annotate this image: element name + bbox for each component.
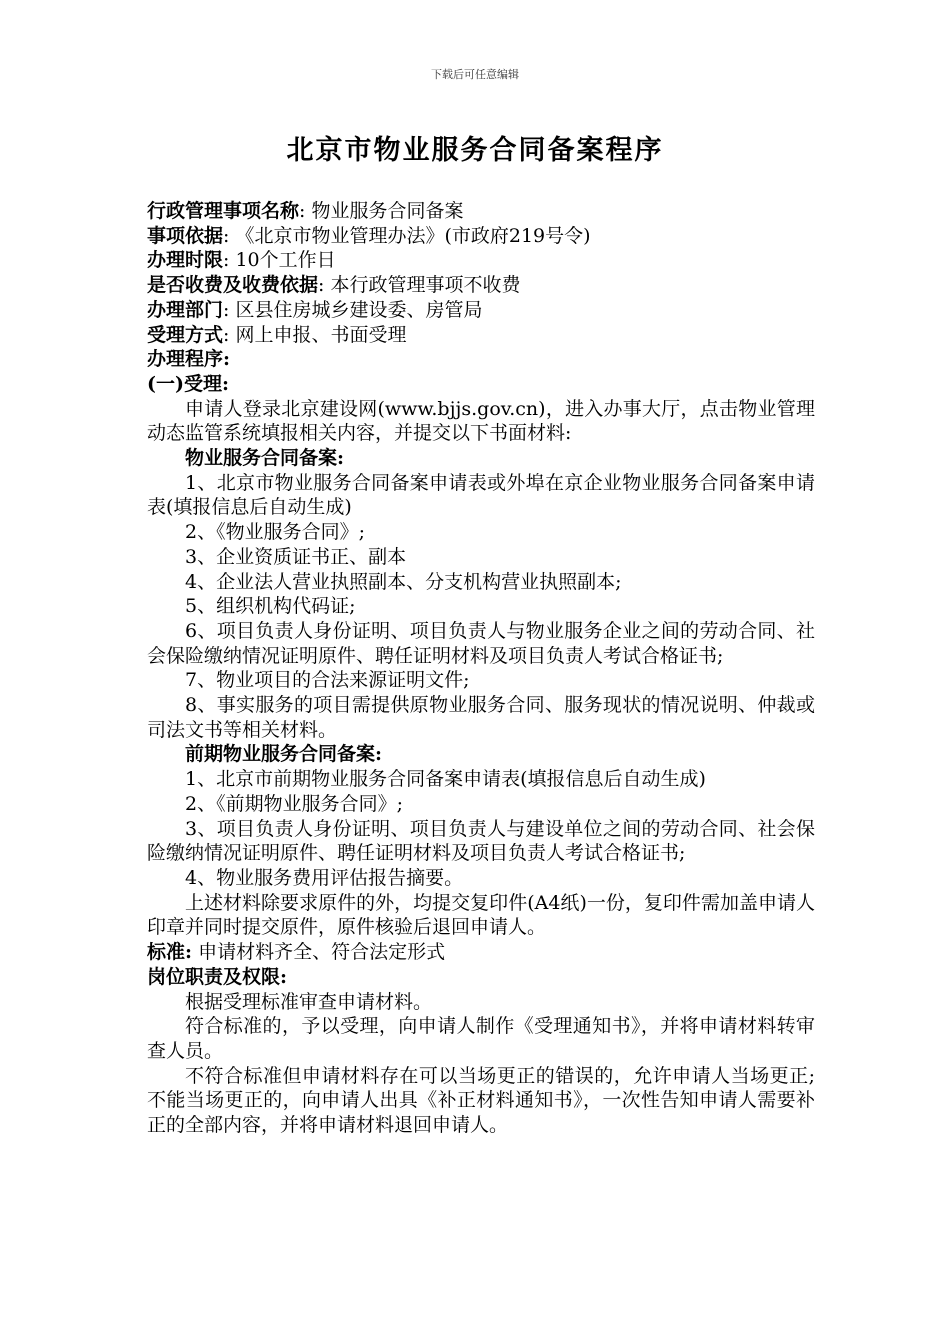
list-item: 3、企业资质证书正、副本: [185, 545, 407, 568]
list-item: 4、物业服务费用评估报告摘要。: [185, 866, 464, 889]
list-item: 2、《物业服务合同》;: [185, 521, 365, 544]
field-value: : 10个工作日: [223, 249, 336, 272]
field-basis: [147, 224, 815, 249]
step1-heading: (一)受理:: [147, 372, 229, 395]
list-item: 6、项目负责人身份证明、项目负责人与物业服务企业之间的劳动合同、社会保险缴纳情况证明原件、聘任证明材料及项目负责人考试合格证书;: [147, 619, 815, 667]
list-item: 1、北京市前期物业服务合同备案申请表(填报信息后自动生成): [185, 768, 706, 791]
field-fee: [147, 273, 815, 298]
field-method: [147, 323, 815, 348]
field-value: : 区县住房城乡建设委、房管局: [223, 298, 483, 321]
standard-line: [147, 940, 815, 965]
list-item: 1、北京市物业服务合同备案申请表或外埠在京企业物业服务合同备案申请表(填报信息后自动生成): [147, 471, 815, 519]
document-title: 北京市物业服务合同备案程序: [286, 135, 664, 166]
list-item: 7、物业项目的合法来源证明文件;: [185, 669, 470, 692]
field-label: 受理方式: [147, 323, 224, 346]
field-department: [147, 298, 815, 323]
step1-intro: 申请人登录北京建设网(www.bjjs.gov.cn)，进入办事大厅，点击物业管理动态监管系统填报相关内容，并提交以下书面材料:: [147, 397, 815, 445]
field-label: 办理时限: [147, 249, 224, 272]
list-item: 3、项目负责人身份证明、项目负责人与建设单位之间的劳动合同、社会保险缴纳情况证明原件、聘任证明材料及项目负责人考试合格证书;: [147, 817, 815, 865]
field-item-name: [147, 199, 815, 224]
field-label: 是否收费及收费依据: [147, 274, 319, 297]
field-value: : 本行政管理事项不收费: [318, 274, 521, 297]
field-value: : 《北京市物业管理办法》(市政府219号令): [223, 224, 591, 247]
field-procedure: 办理程序:: [147, 348, 231, 371]
duty-heading: 岗位职责及权限:: [147, 965, 288, 988]
duty-paragraph: 符合标准的，予以受理，向申请人制作《受理通知书》，并将申请材料转审查人员。: [147, 1015, 815, 1062]
document-body: [147, 199, 815, 1138]
field-value: : 网上申报、书面受理: [223, 323, 407, 346]
field-label: 办理部门: [147, 298, 224, 321]
list-item: 4、企业法人营业执照副本、分支机构营业执照副本;: [185, 570, 622, 593]
section-a-heading: 物业服务合同备案:: [185, 447, 345, 470]
list-item: 5、组织机构代码证;: [185, 595, 356, 618]
list-item: 8、事实服务的项目需提供原物业服务合同、服务现状的情况说明、仲裁或司法文书等相关材料。: [147, 694, 815, 741]
materials-note: 上述材料除要求原件的外，均提交复印件(A4纸)一份，复印件需加盖申请人印章并同时提交原件，原件核验后退回申请人。: [147, 891, 815, 939]
standard-value: 申请材料齐全、符合法定形式: [198, 941, 446, 964]
field-time-limit: [147, 248, 815, 273]
field-label: 行政管理事项名称: [147, 200, 300, 222]
standard-label: 标准:: [147, 941, 193, 964]
duty-paragraph: 不符合标准但申请材料存在可以当场更正的错误的，允许申请人当场更正;不能当场更正的，向申请人出具《补正材料通知书》，一次性告知申请人需要补正的全部内容，并将申请材料退回申请人。: [147, 1064, 815, 1137]
header-note: 下载后可任意编辑: [431, 68, 519, 81]
field-label: 事项依据: [147, 224, 224, 247]
section-b-heading: 前期物业服务合同备案:: [185, 743, 383, 766]
list-item: 2、《前期物业服务合同》;: [185, 792, 403, 815]
field-value: : 物业服务合同备案: [299, 200, 464, 222]
duty-paragraph: 根据受理标准审查申请材料。: [185, 990, 433, 1013]
